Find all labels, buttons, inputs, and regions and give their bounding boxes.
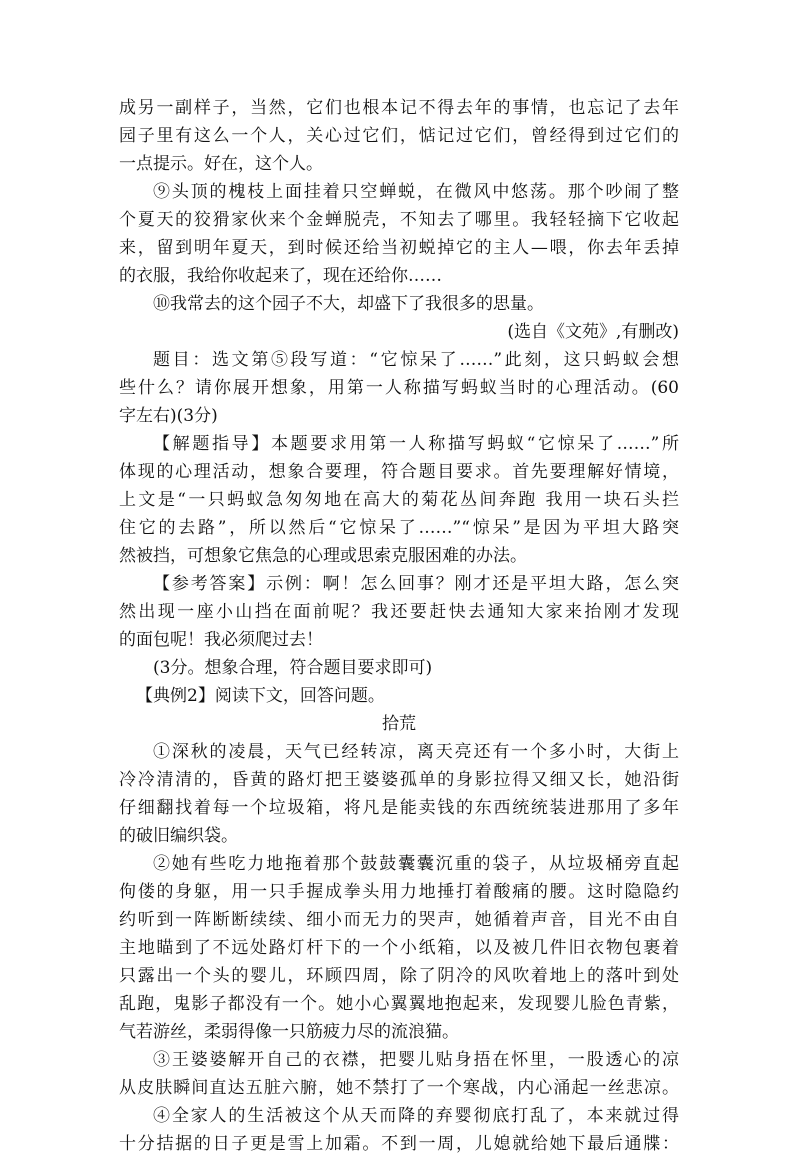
text-line: 成另一副样子，当然，它们也根本记不得去年的事情，也忘记了去年 [119, 98, 679, 118]
text-line: 佝偻的身躯，用一只手握成拳头用力地捶打着酸痛的腰。这时隐隐约 [119, 882, 679, 902]
text-line: 然出现一座小山挡在面前呢？我还要赶快去通知大家来抬刚才发现 [119, 602, 679, 622]
text-line: 的面包呢！我必须爬过去！ [119, 630, 323, 650]
reference-answer-start: 【参考答案】示例：啊！怎么回事？刚才还是平坦大路，怎么突 [153, 574, 679, 594]
text-line: 的破旧编织袋。 [119, 826, 238, 846]
question-start: 题目：选文第⑤段写道：“它惊呆了……”此刻，这只蚂蚁会想 [153, 350, 679, 370]
paragraph-2-start: ②她有些吃力地拖着那个鼓鼓囊囊沉重的袋子，从垃圾桶旁直起 [153, 854, 679, 874]
text-line: 字左右)(3分) [119, 406, 218, 426]
text-line: 一点提示。好在，这个人。 [119, 154, 323, 174]
text-line: 只露出一个头的婴儿，环顾四周，除了阴冷的风吹着地上的落叶到处 [119, 966, 679, 986]
scoring-note: (3分。想象合理，符合题目要求即可) [153, 658, 433, 678]
paragraph-4-start: ④全家人的生活被这个从天而降的弃婴彻底打乱了，本来就过得 [153, 1106, 679, 1126]
text-line: 些什么？请你展开想象，用第一人称描写蚂蚁当时的心理活动。(60 [119, 378, 679, 398]
document-page [119, 94, 679, 1158]
text-line: 从皮肤瞬间直达五脏六腑，她不禁打了一个寒战，内心涌起一丝悲凉。 [119, 1078, 679, 1098]
text-line: 气若游丝，柔弱得像一只筋疲力尽的流浪猫。 [119, 1022, 459, 1042]
article-title: 拾荒 [382, 714, 416, 734]
text-line: 主地瞄到了不远处路灯杆下的一个小纸箱，以及被几件旧衣物包裹着 [119, 938, 679, 958]
paragraph-9-start: ⑨头顶的槐枝上面挂着只空蝉蜕，在微风中悠荡。那个吵闹了整 [153, 182, 679, 202]
text-line: 住它的去路”，所以然后“它惊呆了……”“惊呆”是因为平坦大路突 [119, 518, 679, 538]
text-line: 乱跑，鬼影子都没有一个。她小心翼翼地抱起来，发现婴儿脸色青紫， [119, 994, 679, 1014]
paragraph-1-start: ①深秋的凌晨，天气已经转凉，离天亮还有一个多小时，大街上 [153, 742, 679, 762]
paragraph-3-start: ③王婆婆解开自己的衣襟，把婴儿贴身捂在怀里，一股透心的凉 [153, 1050, 679, 1070]
text-line: 约听到一阵断断续续、细小而无力的哭声，她循着声音，目光不由自 [119, 910, 679, 930]
text-line: 然被挡，可想象它焦急的心理或思索克服困难的办法。 [119, 546, 527, 566]
text-line: 仔细翻找着每一个垃圾箱，将凡是能卖钱的东西统统装进那用了多年 [119, 798, 679, 818]
text-line: 体现的心理活动，想象合要理，符合题目要求。首先要理解好情境， [119, 462, 679, 482]
text-line: 上文是“一只蚂蚁急匆匆地在高大的菊花丛间奔跑 我用一块石头拦 [119, 490, 679, 510]
source-citation: (选自《文苑》,有删改) [507, 322, 679, 342]
text-line: 的衣服，我给你收起来了，现在还给你…… [119, 266, 442, 286]
solution-guide-start: 【解题指导】本题要求用第一人称描写蚂蚁“它惊呆了……”所 [153, 434, 679, 454]
text-line: 个夏天的狡猾家伙来个金蝉脱壳，不知去了哪里。我轻轻摘下它收起 [119, 210, 679, 230]
example-2-heading: 【典例2】阅读下文，回答问题。 [136, 686, 385, 706]
text-line: 十分拮据的日子更是雪上加霜。不到一周，儿媳就给她下最后通牒： [119, 1134, 679, 1154]
text-line: 冷冷清清的，昏黄的路灯把王婆婆孤单的身影拉得又细又长，她沿街 [119, 770, 679, 790]
paragraph-10: ⑩我常去的这个园子不大，却盛下了我很多的思量。 [153, 294, 544, 314]
text-line: 来，留到明年夏天，到时候还给当初蜕掉它的主人—喂，你去年丢掉 [119, 238, 679, 258]
text-line: 园子里有这么一个人，关心过它们，惦记过它们，曾经得到过它们的 [119, 126, 679, 146]
